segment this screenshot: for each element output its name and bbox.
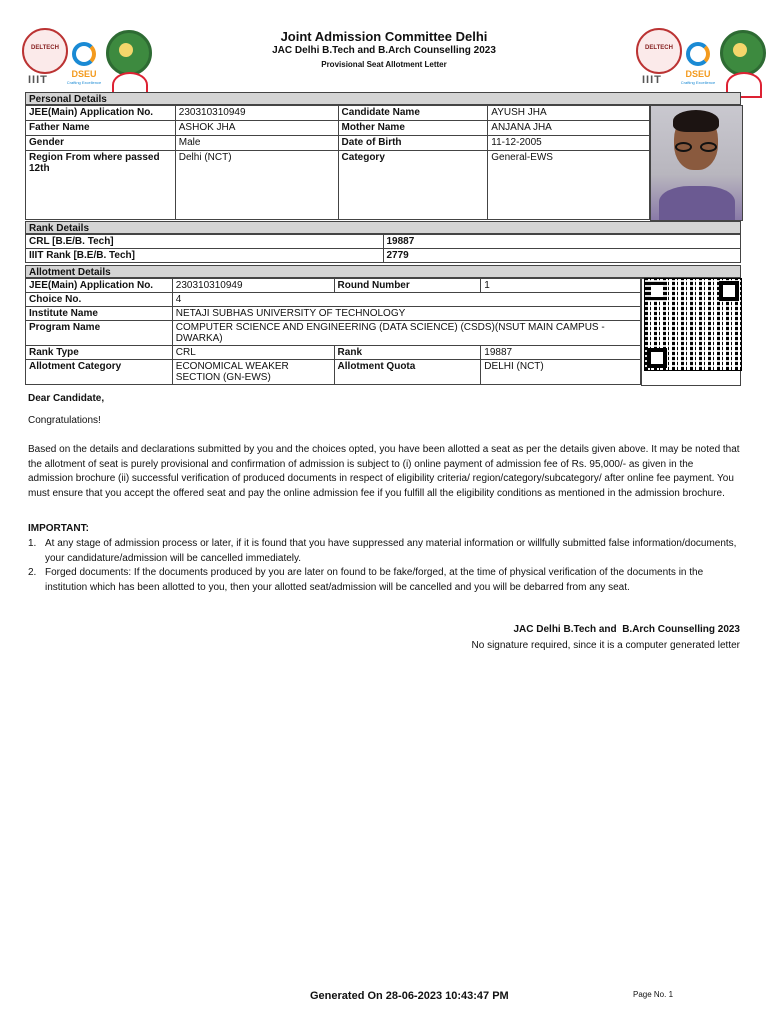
iiit-rank-value: 2779 [383, 249, 741, 263]
allot-quota-label: Allotment Quota [334, 360, 481, 385]
candidate-name-value: AYUSH JHA [488, 106, 650, 121]
rank-value: 19887 [481, 346, 641, 360]
round-label: Round Number [334, 279, 481, 293]
choice-value: 4 [172, 293, 640, 307]
dtu-logo-right-text: DELTECH [645, 45, 673, 51]
congratulations: Congratulations! [28, 415, 101, 426]
important-point-2 [28, 566, 740, 595]
page-title: Joint Admission Committee Delhi [280, 29, 488, 44]
program-value: COMPUTER SCIENCE AND ENGINEERING (DATA SCIENCE) (CSDS)(NSUT MAIN CAMPUS - DWARKA) [172, 321, 640, 346]
point-1-number: 1. [28, 538, 37, 549]
dseu-logo-left-tagline: Crafting Excellence [66, 80, 102, 85]
dseu-logo-left-text: DSEU [71, 69, 97, 79]
iiit-logo-right: IIIT [642, 74, 662, 86]
gender-label: Gender [26, 136, 176, 151]
qr-code-icon [644, 278, 742, 371]
crl-value: 19887 [383, 235, 741, 249]
iiit-logo-left: IIIT [28, 74, 48, 86]
candidate-photo [650, 105, 743, 221]
important-label: IMPORTANT: [28, 523, 89, 534]
sign-note: No signature required, since it is a computer generated letter [471, 640, 740, 651]
point-2-number: 2. [28, 567, 37, 578]
program-label: Program Name [26, 321, 173, 346]
crl-label: CRL [B.E/B. Tech] [26, 235, 384, 249]
category-label: Category [338, 151, 488, 220]
rank-details-header: Rank Details [25, 221, 741, 234]
father-name-value: ASHOK JHA [175, 121, 338, 136]
category-value: General-EWS [488, 151, 650, 220]
gender-value: Male [175, 136, 338, 151]
choice-label: Choice No. [26, 293, 173, 307]
photo-shirt [659, 186, 735, 221]
allotment-details-table [25, 278, 641, 385]
dob-value: 11-12-2005 [488, 136, 650, 151]
institute-label: Institute Name [26, 307, 173, 321]
rank-type-value: CRL [172, 346, 334, 360]
mother-name-label: Mother Name [338, 121, 488, 136]
allot-app-no-label: JEE(Main) Application No. [26, 279, 173, 293]
rank-details-table [25, 234, 741, 263]
sign-title: JAC Delhi B.Tech and B.Arch Counselling 2023 [513, 624, 740, 635]
point-1-text: At any stage of admission process or later, if it is found that you have suppressed any material information or willfully submitted false information/documents, your candidature/admission will be cancelled immediately. [45, 538, 737, 564]
personal-app-no-value: 230310310949 [175, 106, 338, 121]
institute-value: NETAJI SUBHAS UNIVERSITY OF TECHNOLOGY [172, 307, 640, 321]
candidate-name-label: Candidate Name [338, 106, 488, 121]
rank-type-label: Rank Type [26, 346, 173, 360]
father-name-label: Father Name [26, 121, 176, 136]
page-number: Page No. 1 [633, 990, 674, 999]
body-paragraph: Based on the details and declarations submitted by you and the choices opted, you have been allotted a seat as per the details given above. It may be noted that the allotment of seat is purely provisional and confirmation of admission is subject to (i) online payment of admission fee of Rs. 95,000/- as given in the admission brochure (ii) successful verification of produced documents in respect of eligibility criteria/ region/category/subcategory/ after online fee payment. You must ensure that you accept the offered seat and pay the online admission fee if you fulfill all the eligibility conditions as mentioned in the admission brochure. [28, 444, 740, 499]
photo-hair [673, 110, 719, 132]
region-label: Region From where passed 12th [26, 151, 176, 220]
rank-label: Rank [334, 346, 481, 360]
dob-label: Date of Birth [338, 136, 488, 151]
allot-quota-value: DELHI (NCT) [481, 360, 641, 385]
iiit-rank-label: IIIT Rank [B.E/B. Tech] [26, 249, 384, 263]
letter-type: Provisional Seat Allotment Letter [321, 60, 447, 69]
salutation: Dear Candidate, [28, 393, 105, 404]
round-value: 1 [481, 279, 641, 293]
personal-app-no-label: JEE(Main) Application No. [26, 106, 176, 121]
point-2-text: Forged documents: If the documents produced by you are later on found to be fake/forged, at the time of physical verification of the documents in the institution which has been allotted to you, then your allotted seat/admission will be cancelled and you will be debarred from any seat. [45, 567, 704, 593]
personal-details-table [25, 105, 650, 220]
page-subtitle: JAC Delhi B.Tech and B.Arch Counselling 2023 [272, 45, 496, 56]
photo-glasses [675, 142, 717, 152]
generated-on: Generated On 28-06-2023 10:43:47 PM [310, 990, 509, 1002]
region-value: Delhi (NCT) [175, 151, 338, 220]
mother-name-value: ANJANA JHA [488, 121, 650, 136]
personal-details-header: Personal Details [25, 92, 741, 105]
allot-app-no-value: 230310310949 [172, 279, 334, 293]
dseu-logo-right-tagline: Crafting Excellence [680, 80, 716, 85]
allot-category-value: ECONOMICAL WEAKER SECTION (GN-EWS) [172, 360, 334, 385]
allot-category-label: Allotment Category [26, 360, 173, 385]
dseu-logo-right-text: DSEU [685, 69, 711, 79]
dtu-logo-left-text: DELTECH [31, 45, 59, 51]
allotment-details-header: Allotment Details [25, 265, 741, 278]
important-point-1 [28, 537, 740, 566]
